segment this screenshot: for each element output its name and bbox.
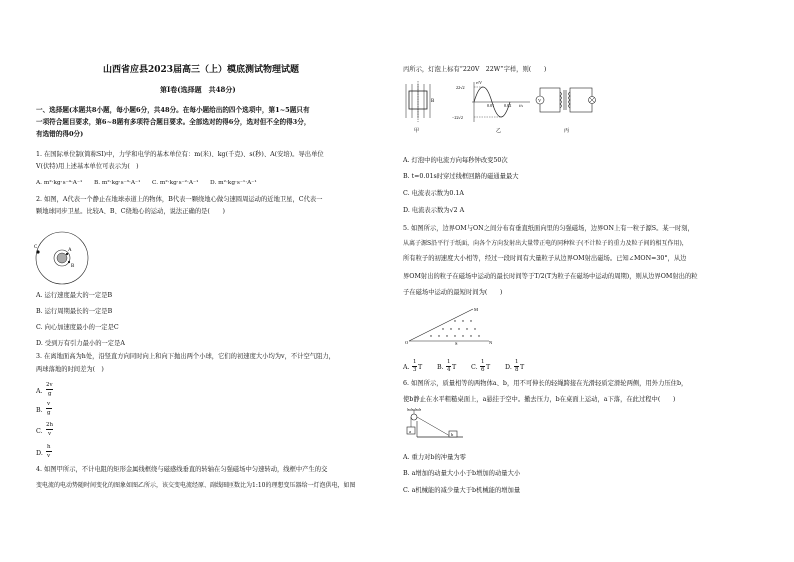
q2-stem-line2: 颗地球同步卫星。比较A、B、C绕地心的运动，说法正确的是( ) bbox=[36, 208, 225, 215]
field-label-b: B bbox=[431, 99, 435, 104]
label-m: M bbox=[474, 307, 479, 312]
orbit-diagram bbox=[30, 228, 100, 288]
label-s: S bbox=[455, 341, 458, 345]
q3-option-a-num: 2v bbox=[46, 382, 53, 388]
label-a: a bbox=[409, 429, 411, 434]
q3-option-d-letter: D. bbox=[36, 450, 43, 457]
q4-option-b: B. t=0.01s时穿过线框回路的磁通量最大 bbox=[403, 173, 519, 180]
q6-stem-line1: 6. 如图所示，质量相等的两物体a、b，用不可伸长的轻绳跨接在光滑轻质定滑轮两侧，用外力压住b， bbox=[403, 380, 688, 387]
q5-option-b-letter: B. bbox=[437, 364, 444, 371]
q6-option-a: A. 重力对b的冲量为零 bbox=[403, 454, 466, 461]
part-heading: 第Ⅰ卷(选择题 共48分) bbox=[160, 85, 236, 94]
q2-option-c: C. 向心加速度最小的一定是C bbox=[36, 324, 119, 331]
earth bbox=[57, 253, 67, 263]
q4-stem-line1: 4. 如图甲所示，不计电阻的矩形金属线框绕与磁感线垂直的转轴在匀强磁场中匀速转动，线框中产生的交 bbox=[36, 466, 328, 473]
fig-label-c: C bbox=[34, 245, 38, 250]
meter-label: V bbox=[538, 98, 542, 103]
caption-bing: 丙 bbox=[564, 129, 570, 134]
q4-option-a: A. 灯泡中的电流方向每秒钟改变50次 bbox=[403, 157, 508, 164]
q4-stem-line2: 变电流的电动势随时间变化的图象如图乙所示，该交变电流经原、副线圈匝数比为1:10的理想变压器给一灯泡供电，如图 bbox=[36, 482, 356, 489]
q2-option-d: D. 受到万有引力最小的一定是A bbox=[36, 340, 125, 347]
q1-stem-line2: V(伏特)用上述基本单位可表示为( ) bbox=[36, 163, 139, 170]
q5-option-d-letter: D. bbox=[505, 364, 512, 371]
q5-option-a-num: 1 bbox=[413, 359, 417, 365]
q6-option-b: B. a增加的动量大小小于b增加的动量大小 bbox=[403, 470, 521, 477]
q5-option-b-sym: T bbox=[452, 364, 457, 371]
q1-options: A. m²·kg·s⁻⁴·A⁻¹ B. m²·kg·s⁻³·A⁻¹ C. m²·kg·s⁻²·A⁻¹ D. m²·kg·s⁻¹·A⁻¹ bbox=[36, 180, 257, 186]
q3-option-c-den: v bbox=[48, 431, 52, 437]
q6-option-c: C. a机械能的减少量大于b机械能的增加量 bbox=[403, 487, 521, 494]
q1-stem-line1: 1. 在国际单位制(简称SI)中，力学和电学的基本单位有：m(米)、kg(千克)、s(秒)、A(安培)。导出单位 bbox=[36, 151, 324, 158]
pulley-diagram bbox=[405, 407, 465, 443]
q5-option-c-sym: T bbox=[486, 364, 491, 371]
q3-option-c-num: 2h bbox=[46, 422, 54, 428]
q5-stem-line2: 从离子源S沿平行于纸面，向各个方向发射出大量带正电的同种粒子(不计粒子的重力及粒子间的相互作用)， bbox=[403, 240, 688, 247]
y-tick-pos: 22√2 bbox=[456, 85, 465, 90]
q5-stem-line1: 5. 如图所示，边界OM与ON之间分布有垂直纸面向里的匀强磁场，边界ON上有一粒子源S。某一时刻， bbox=[403, 225, 694, 232]
section-instructions-line1: 一、选择题(本题共8小题，每小题6分，共48分。在每小题给出的四个选项中，第1~5题只有 bbox=[36, 106, 310, 114]
caption-jia: 甲 bbox=[414, 129, 420, 134]
q5-option-c-letter: C. bbox=[471, 364, 478, 371]
emf-axis-label: e/V bbox=[476, 80, 483, 85]
transformer-circuit bbox=[536, 88, 596, 134]
coil-figure bbox=[406, 81, 435, 134]
q3-option-b-num: v bbox=[47, 401, 51, 407]
q3-option-d-den: v bbox=[47, 453, 51, 459]
label-o: O bbox=[405, 340, 409, 345]
q3-option-a-letter: A. bbox=[36, 388, 43, 395]
q2-stem-line1: 2. 如图，A代表一个静止在地球赤道上的物体，B代表一颗绕地心做匀速圆周运动的近地卫星，C代表一 bbox=[36, 196, 323, 203]
q5-option-c-num: 1 bbox=[481, 359, 485, 365]
t-axis-label: t/s bbox=[519, 103, 523, 108]
q5-stem-line4: 界OM射出的粒子在磁场中运动的最长时间等于T/2(T为粒子在磁场中运动的周期)，则从边界OM射出的粒 bbox=[403, 273, 698, 280]
q5-stem-line3: 所有粒子的初速度大小相等，经过一段时间有大量粒子从边界OM射出磁场。已知∠MON=30°，从边 bbox=[403, 255, 687, 262]
q4-stem-line3: 丙所示，灯泡上标有“220V 22W”字样，则( ) bbox=[403, 66, 547, 73]
q5-stem-line5: 子在磁场中运动的最短时间为( ) bbox=[403, 289, 503, 296]
q5-option-d-sym: T bbox=[520, 364, 525, 371]
t-tick-2: 0.02 bbox=[504, 103, 512, 108]
q6-stem-line2: 使b静止在水平粗糙桌面上，a悬挂于空中。撤去压力，b在桌面上运动，a下落，在此过程中( ) bbox=[403, 396, 676, 403]
q5-option-b-num: 1 bbox=[447, 359, 451, 365]
q5-option-a-sym: T bbox=[418, 364, 423, 371]
caption-yi: 乙 bbox=[496, 129, 502, 134]
document-title: 山西省应县2023届高三（上）模底测试物理试题 bbox=[103, 65, 300, 75]
q3-option-c-letter: C. bbox=[36, 428, 43, 435]
magnetic-field-diagram bbox=[405, 305, 495, 345]
fig-label-a: A bbox=[68, 248, 72, 253]
q5-option-c-den: 6 bbox=[481, 367, 485, 373]
label-b: b bbox=[451, 432, 454, 437]
q5-option-b-den: 4 bbox=[447, 367, 451, 373]
q3-stem-line2: 两球落地的时间差为( ) bbox=[36, 366, 104, 373]
emf-graph bbox=[452, 80, 530, 134]
t-tick-1: 0.01 bbox=[487, 103, 495, 108]
q4-option-c: C. 电流表示数为0.1A bbox=[403, 190, 464, 197]
q3-option-d-num: h bbox=[47, 444, 51, 450]
q4-option-d: D. 电流表示数为√2 A bbox=[403, 207, 465, 214]
q2-option-a: A. 运行速度最大的一定是B bbox=[36, 292, 113, 299]
fig-label-b: B bbox=[71, 264, 75, 269]
q5-option-a-letter: A. bbox=[403, 364, 410, 371]
q3-option-b-den: g bbox=[47, 410, 51, 416]
q2-option-b: B. 运行周期最长的一定是B bbox=[36, 308, 113, 315]
section-instructions-line2: 一项符合题目要求，第6~8题有多项符合题目要求。全部选对的得6分，选对但不全的得3分， bbox=[36, 118, 311, 126]
q5-option-a-den: 3 bbox=[413, 367, 417, 373]
label-n: N bbox=[489, 340, 493, 345]
q3-option-a-den: g bbox=[48, 391, 52, 397]
pulley bbox=[411, 414, 417, 420]
q5-option-d-den: 8 bbox=[515, 367, 519, 373]
y-tick-neg: −22√2 bbox=[452, 115, 463, 120]
q3-stem-line1: 3. 在离地面高为h处，沿竖直方向同时向上和向下抛出两个小球，它们的初速度大小均为v，不计空气阻力， bbox=[36, 353, 335, 360]
q4-figures bbox=[400, 78, 600, 138]
q5-option-d-num: 1 bbox=[515, 359, 519, 365]
q3-option-b-letter: B. bbox=[36, 407, 43, 414]
section-instructions-line3: 有选错的得0分) bbox=[36, 130, 84, 138]
